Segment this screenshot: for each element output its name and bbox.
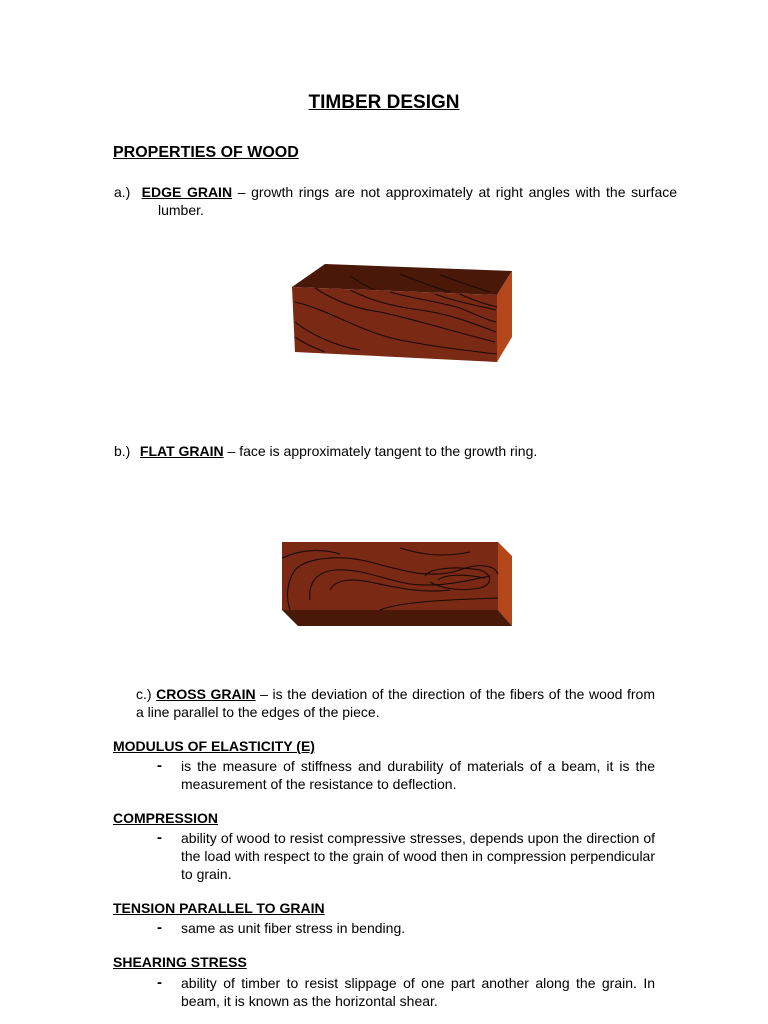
bullet-text: is the measure of stiffness and durability of materials of a beam, it is the measurement of the resistance to deflection. — [181, 758, 655, 792]
bullet-text: same as unit fiber stress in bending. — [181, 920, 406, 936]
item-marker: c.) — [136, 686, 152, 702]
item-cross-grain — [136, 685, 655, 721]
heading-modulus-of-elasticity: MODULUS OF ELASTICITY (E) — [113, 738, 315, 754]
bullet-dash: - — [157, 829, 162, 846]
term-cross-grain: CROSS GRAIN — [156, 686, 256, 702]
term-flat-grain: FLAT GRAIN — [139, 443, 224, 459]
section-heading-properties: PROPERTIES OF WOOD — [113, 144, 299, 161]
heading-tension-parallel-to-grain: TENSION PARALLEL TO GRAIN — [113, 900, 325, 916]
wood-block-edge-grain-figure — [290, 262, 516, 366]
item-text: – is the deviation of the direction of the fibers of the wood from a line parallel to the edges of the piece. — [136, 686, 655, 720]
bullet-tension-parallel-to-grain — [157, 919, 655, 937]
term-edge-grain: EDGE GRAIN — [141, 184, 233, 200]
item-flat-grain: b.) FLAT GRAIN – face is approximately tangent to the growth ring. — [114, 443, 538, 459]
item-text: – face is approximately tangent to the growth ring. — [223, 443, 538, 459]
bullet-shearing-stress — [157, 974, 655, 1010]
bullet-modulus-of-elasticity — [157, 757, 655, 793]
bullet-dash: - — [157, 919, 162, 936]
item-edge-grain: a.) EDGE GRAIN – growth rings are not approximately at right angles with the surface lumber. — [114, 184, 678, 218]
wood-block-flat-grain-figure — [280, 540, 516, 630]
heading-shearing-stress: SHEARING STRESS — [113, 954, 247, 970]
item-text: – growth rings are not approximately at right angles with the surface lumber. — [158, 184, 678, 218]
bullet-dash: - — [157, 757, 162, 774]
bullet-dash: - — [157, 974, 162, 991]
heading-compression: COMPRESSION — [113, 810, 219, 826]
block-bottom-face — [282, 610, 512, 626]
document-title: TIMBER DESIGN — [308, 92, 460, 113]
bullet-text: ability of timber to resist slippage of one part another along the grain. In beam, it is known as the horizontal shear. — [181, 975, 655, 1009]
bullet-text: ability of wood to resist compressive stresses, depends upon the direction of the load with respect to the grain of wood then in compression perpendicular to grain. — [181, 830, 655, 882]
bullet-compression — [157, 829, 655, 883]
